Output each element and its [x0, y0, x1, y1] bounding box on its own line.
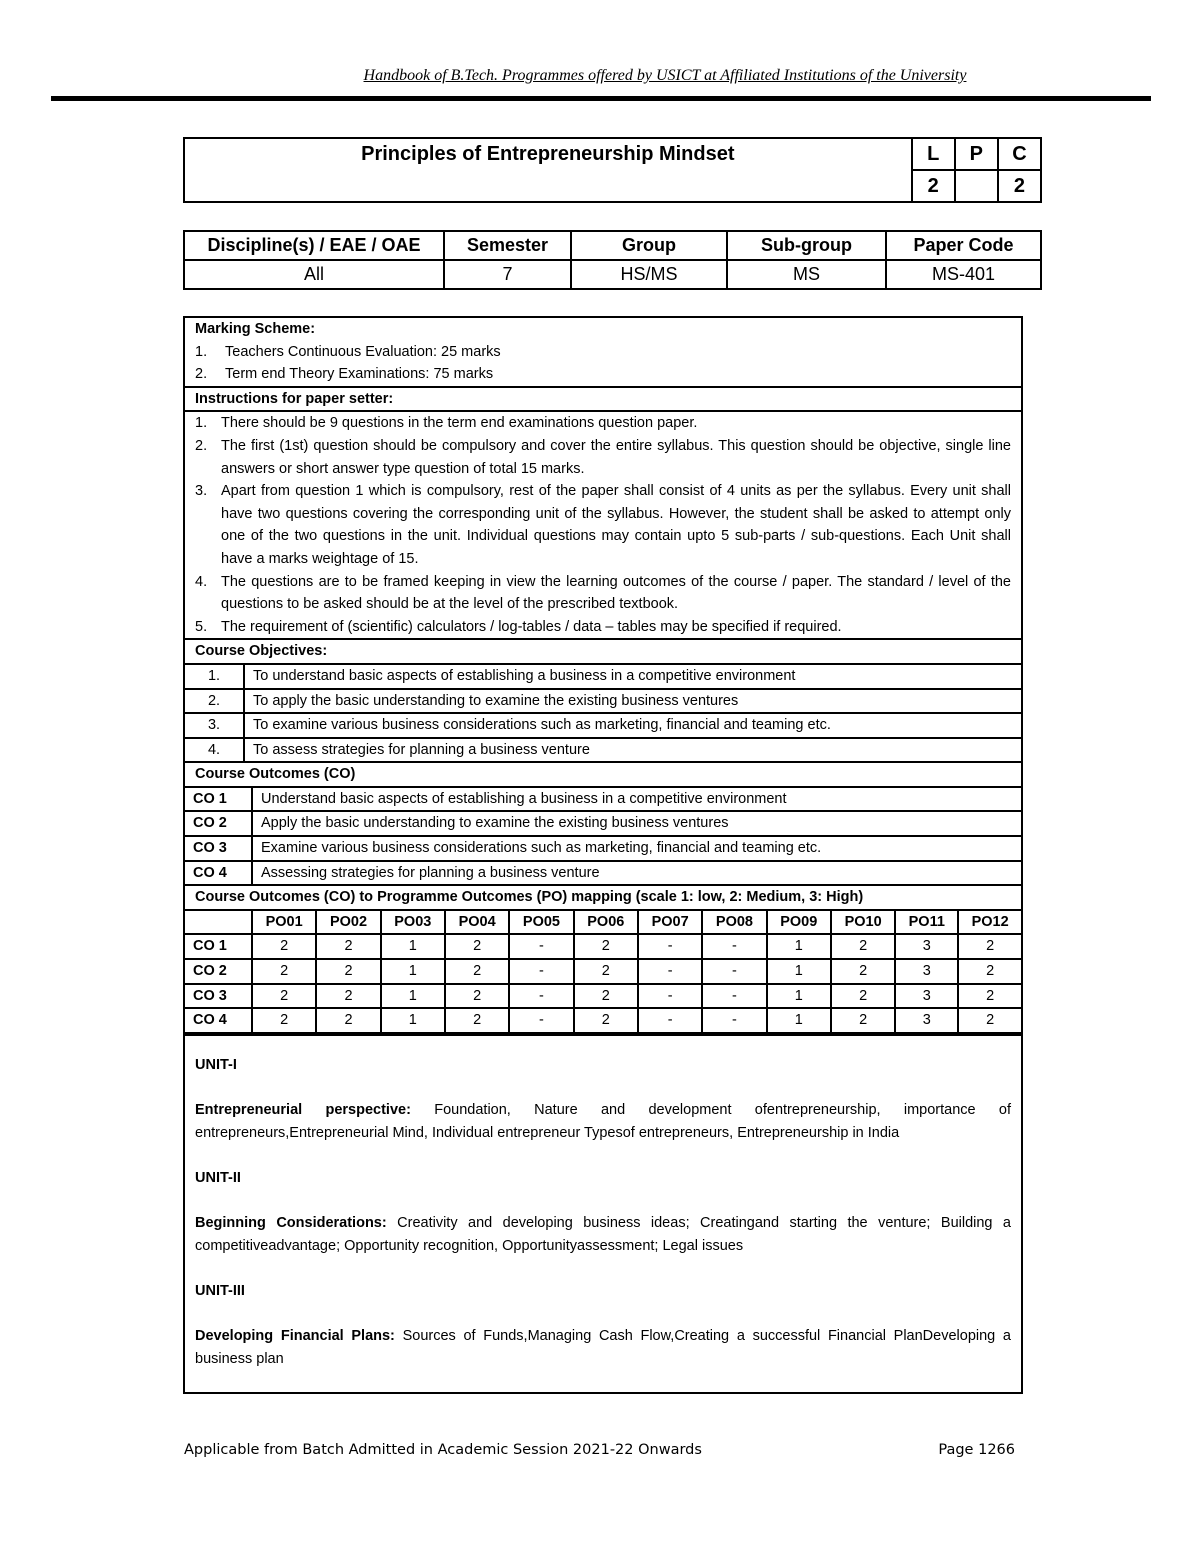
po-mapping-cell: 2: [831, 984, 895, 1009]
unit-topic-label: Beginning Considerations:: [195, 1214, 387, 1231]
po-mapping-cell: 1: [381, 934, 445, 959]
po-mapping-cell: 1: [381, 1008, 445, 1033]
course-outcomes-table: [185, 786, 1021, 886]
po-mapping-cell: 2: [958, 934, 1021, 959]
po-mapping-cell: 2: [252, 934, 316, 959]
outcome-code: CO 2: [185, 811, 252, 836]
outcome-row: [185, 787, 1021, 812]
po-column-header: PO06: [574, 910, 638, 935]
meta-value-paper-code: MS-401: [886, 260, 1041, 289]
po-mapping-cell: 2: [831, 934, 895, 959]
marking-item: [195, 341, 1011, 364]
meta-value-semester: 7: [444, 260, 571, 289]
marking-item-number: 1.: [195, 343, 208, 360]
objective-row: [185, 689, 1021, 714]
unit-topic-text: Sources of Funds,Managing Cash Flow,Creating a successful Financial PlanDeveloping a business plan: [195, 1327, 1011, 1367]
footer-page-number: Page 1266: [938, 1442, 1015, 1458]
course-meta-table: [183, 230, 1042, 290]
po-mapping-cell: 1: [381, 984, 445, 1009]
course-outcomes-heading: Course Outcomes (CO): [195, 766, 356, 783]
objective-text: To understand basic aspects of establishing a business in a competitive environment: [244, 664, 1021, 689]
lpc-value-l: 2: [912, 170, 955, 202]
unit-title: UNIT-III: [195, 1282, 245, 1299]
outcome-code: CO 1: [185, 787, 252, 812]
po-mapping-cell: 2: [574, 934, 638, 959]
po-mapping-cell: 2: [958, 959, 1021, 984]
instructions-section: [185, 410, 1021, 638]
po-row-label: CO 1: [185, 934, 252, 959]
objective-row: [185, 664, 1021, 689]
meta-header-subgroup: Sub-group: [727, 231, 886, 260]
instruction-number: 3.: [195, 483, 208, 500]
po-mapping-cell: 2: [252, 1008, 316, 1033]
po-mapping-heading: Course Outcomes (CO) to Programme Outcomes (PO) mapping (scale 1: low, 2: Medium, 3: High): [195, 889, 864, 906]
instruction-item: [195, 480, 1011, 570]
po-mapping-cell: -: [702, 984, 766, 1009]
instruction-number: 4.: [195, 573, 208, 590]
po-mapping-cell: -: [702, 959, 766, 984]
po-mapping-cell: -: [509, 959, 573, 984]
po-column-header: PO02: [316, 910, 380, 935]
po-mapping-cell: 2: [316, 959, 380, 984]
po-mapping-cell: 3: [895, 934, 958, 959]
po-column-header: PO08: [702, 910, 766, 935]
instruction-text: The first (1st) question should be compulsory and cover the entire syllabus. This question should be objective, single line answers or short answer type question of total 15 marks.: [221, 437, 1011, 477]
po-mapping-cell: 2: [252, 984, 316, 1009]
po-mapping-cell: 2: [445, 934, 509, 959]
instruction-text: There should be 9 questions in the term end examinations question paper.: [221, 415, 698, 432]
unit-topic-text: Creativity and developing business ideas; Creatingand starting the venture; Building a competitiveadvantage; Opportunity recognition, Opportunityassessment; Legal issues: [195, 1214, 1011, 1254]
lpc-value-p: [955, 170, 998, 202]
po-mapping-cell: -: [509, 1008, 573, 1033]
objective-text: To assess strategies for planning a business venture: [244, 738, 1021, 763]
outcome-text: Apply the basic understanding to examine the existing business ventures: [252, 811, 1021, 836]
po-mapping-cell: 2: [574, 959, 638, 984]
po-column-header: PO11: [895, 910, 958, 935]
course-objectives-heading: Course Objectives:: [185, 638, 1021, 663]
objective-row: [185, 738, 1021, 763]
unit-content: [195, 1212, 1011, 1257]
objective-number: 4.: [185, 738, 244, 763]
unit-topic-text: Foundation, Nature and development ofentrepreneurship, importance of entrepreneurs,Entrepreneurial Mind, Individual entrepreneur Typesof entrepreneurs, Entrepreneurship in India: [195, 1102, 1011, 1141]
marking-scheme-heading: Marking Scheme:: [195, 321, 316, 337]
instruction-item: [195, 435, 1011, 480]
outcome-row: [185, 861, 1021, 886]
po-mapping-cell: 2: [574, 984, 638, 1009]
lpc-label-l: L: [912, 138, 955, 170]
po-mapping-cell: 2: [958, 1008, 1021, 1033]
po-mapping-cell: 2: [574, 1008, 638, 1033]
units-section: [185, 1034, 1021, 1370]
marking-item-number: 2.: [195, 366, 208, 383]
marking-scheme-section: [185, 318, 1021, 386]
objective-number: 1.: [185, 664, 244, 689]
po-mapping-cell: 2: [252, 959, 316, 984]
marking-item-text: Term end Theory Examinations: 75 marks: [225, 366, 494, 383]
instruction-text: The questions are to be framed keeping in view the learning outcomes of the course / paper. The standard / level of the questions to be asked should be at the level of the prescribed textbook.: [221, 573, 1011, 613]
po-column-header: PO12: [958, 910, 1021, 935]
po-mapping-cell: -: [638, 934, 702, 959]
instruction-item: [195, 616, 1011, 639]
unit-topic-label: Developing Financial Plans:: [195, 1327, 395, 1344]
outcome-code: CO 3: [185, 836, 252, 861]
po-mapping-cell: 2: [316, 984, 380, 1009]
meta-value-discipline: All: [184, 260, 444, 289]
objective-number: 2.: [185, 689, 244, 714]
marking-item-text: Teachers Continuous Evaluation: 25 marks: [225, 343, 501, 360]
po-column-header: PO03: [381, 910, 445, 935]
po-mapping-cell: 2: [958, 984, 1021, 1009]
instruction-number: 2.: [195, 437, 208, 454]
po-mapping-cell: 2: [831, 1008, 895, 1033]
meta-header-group: Group: [571, 231, 727, 260]
po-mapping-cell: -: [702, 1008, 766, 1033]
objective-row: [185, 713, 1021, 738]
po-mapping-cell: -: [509, 934, 573, 959]
po-column-header: PO09: [767, 910, 831, 935]
po-mapping-row: [185, 1008, 1021, 1033]
po-mapping-cell: 2: [445, 959, 509, 984]
po-mapping-cell: 1: [767, 934, 831, 959]
unit-topic-label: Entrepreneurial perspective:: [195, 1102, 411, 1118]
marking-item: [195, 363, 1011, 386]
header-divider: [51, 96, 1151, 101]
po-mapping-cell: 1: [767, 984, 831, 1009]
meta-header-discipline: Discipline(s) / EAE / OAE: [184, 231, 444, 260]
course-title: Principles of Entrepreneurship Mindset: [184, 138, 912, 202]
course-objectives-table: [185, 663, 1021, 763]
po-mapping-cell: 1: [381, 959, 445, 984]
po-mapping-row: [185, 984, 1021, 1009]
po-mapping-cell: 1: [767, 959, 831, 984]
lpc-label-c: C: [998, 138, 1041, 170]
po-mapping-cell: -: [509, 984, 573, 1009]
lpc-value-c: 2: [998, 170, 1041, 202]
outcome-row: [185, 811, 1021, 836]
course-title-table: [183, 137, 1042, 203]
po-header-row: [185, 910, 1021, 935]
po-corner-cell: [185, 910, 252, 935]
po-mapping-cell: 3: [895, 959, 958, 984]
po-column-header: PO05: [509, 910, 573, 935]
outcome-code: CO 4: [185, 861, 252, 886]
po-column-header: PO07: [638, 910, 702, 935]
po-column-header: PO04: [445, 910, 509, 935]
po-row-label: CO 4: [185, 1008, 252, 1033]
unit-title: UNIT-II: [195, 1169, 241, 1186]
outcome-row: [185, 836, 1021, 861]
po-column-header: PO01: [252, 910, 316, 935]
po-mapping-cell: 2: [445, 1008, 509, 1033]
po-mapping-cell: 2: [831, 959, 895, 984]
po-mapping-cell: -: [702, 934, 766, 959]
po-mapping-cell: 3: [895, 984, 958, 1009]
po-mapping-cell: -: [638, 1008, 702, 1033]
syllabus-content-box: [183, 316, 1023, 1394]
instruction-number: 5.: [195, 618, 208, 635]
unit-title: UNIT-I: [195, 1056, 237, 1073]
po-mapping-row: [185, 959, 1021, 984]
instruction-text: Apart from question 1 which is compulsory, rest of the paper shall consist of 4 units as per the syllabus. Every unit shall have two questions covering the corresponding unit of the syllabus. However, the student shall be asked to attempt only one of the two questions in the unit. Individual questions may contain upto 5 sub-parts / sub-questions. Each Unit shall have a marks weightage of 15.: [221, 483, 1011, 567]
po-mapping-cell: 2: [316, 1008, 380, 1033]
instruction-text: The requirement of (scientific) calculators / log-tables / data – tables may be specified if required.: [221, 618, 842, 635]
po-row-label: CO 2: [185, 959, 252, 984]
po-mapping-cell: 2: [445, 984, 509, 1009]
po-row-label: CO 3: [185, 984, 252, 1009]
po-mapping-row: [185, 934, 1021, 959]
meta-value-subgroup: MS: [727, 260, 886, 289]
instruction-number: 1.: [195, 415, 208, 432]
unit-content: [195, 1325, 1011, 1370]
po-mapping-cell: -: [638, 984, 702, 1009]
outcome-text: Understand basic aspects of establishing a business in a competitive environment: [252, 787, 1021, 812]
instruction-item: [195, 571, 1011, 616]
objective-text: To apply the basic understanding to examine the existing business ventures: [244, 689, 1021, 714]
objective-number: 3.: [185, 713, 244, 738]
outcome-text: Assessing strategies for planning a business venture: [252, 861, 1021, 886]
instructions-heading: Instructions for paper setter:: [185, 386, 1021, 411]
meta-header-semester: Semester: [444, 231, 571, 260]
outcome-text: Examine various business considerations such as marketing, financial and teaming etc.: [252, 836, 1021, 861]
meta-header-paper-code: Paper Code: [886, 231, 1041, 260]
unit-content: [195, 1099, 1011, 1144]
lpc-label-p: P: [955, 138, 998, 170]
objective-text: To examine various business considerations such as marketing, financial and teaming etc.: [244, 713, 1021, 738]
instruction-item: [195, 412, 1011, 435]
po-mapping-cell: -: [638, 959, 702, 984]
po-mapping-cell: 2: [316, 934, 380, 959]
footer-applicability: Applicable from Batch Admitted in Academic Session 2021-22 Onwards: [184, 1442, 702, 1458]
po-mapping-cell: 1: [767, 1008, 831, 1033]
meta-value-group: HS/MS: [571, 260, 727, 289]
handbook-header-title: Handbook of B.Tech. Programmes offered by USICT at Affiliated Institutions of the University: [363, 67, 967, 84]
po-mapping-cell: 3: [895, 1008, 958, 1033]
po-mapping-table: [185, 909, 1021, 1034]
po-column-header: PO10: [831, 910, 895, 935]
